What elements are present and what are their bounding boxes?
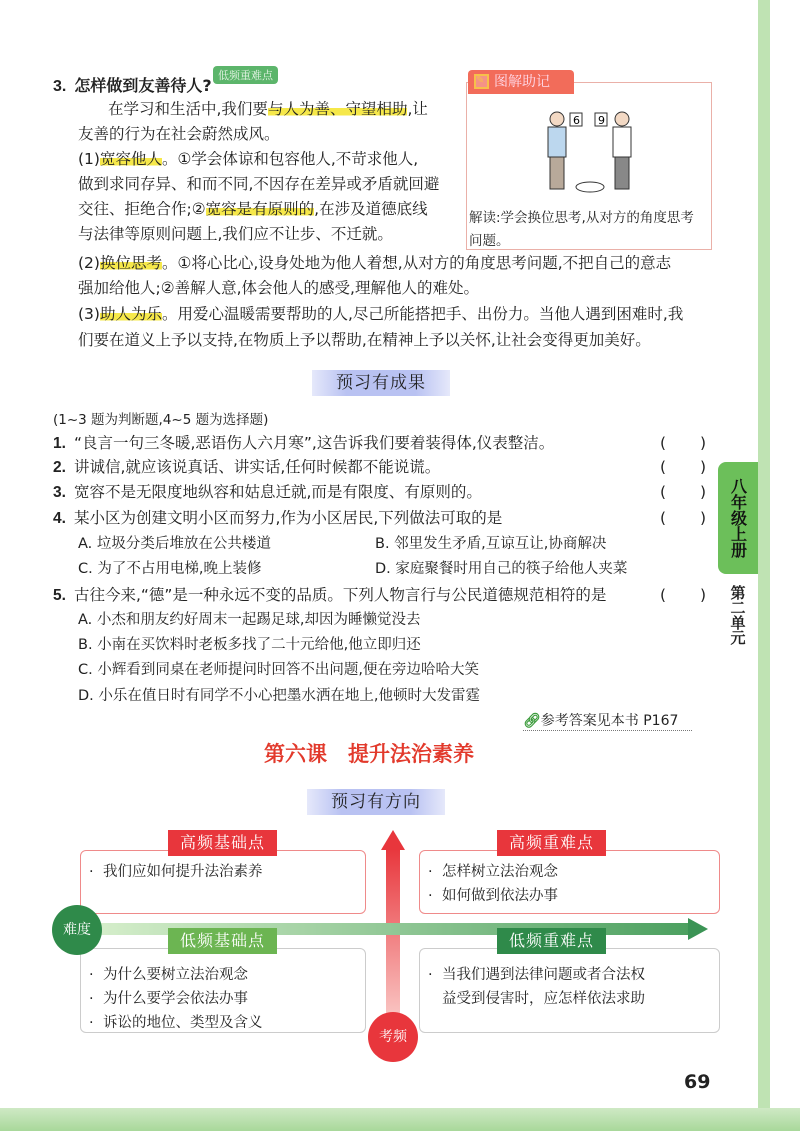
para-2: (2)换位思考。①将心比心,设身处地为他人着想,从对方的角度思考问题,不把自己的意志 [78, 254, 672, 272]
difficulty-axis-label: 难度 [52, 905, 102, 955]
side-tab-grade[interactable]: 八年级上册 [718, 462, 758, 574]
quadrant-item: · 如何做到依法办事 [428, 884, 719, 908]
q4-option[interactable]: A. 垃圾分类后堆放在公共楼道 [78, 536, 271, 552]
label-low-basic: 低频基础点 [168, 928, 277, 954]
question-1: 1. “良言一句三冬暖,恶语伤人六月寒”,这告诉我们要着装得体,仪表整洁。 [53, 434, 555, 452]
question-5: 5. 古往今来,“德”是一种永远不变的品质。下列人物言行与公民道德规范相符的是 [53, 586, 607, 604]
q4-option[interactable]: B. 邻里发生矛盾,互谅互让,协商解决 [375, 536, 607, 552]
label-low-hard: 低频重难点 [497, 928, 606, 954]
para-3: (3)助人为乐。用爱心温暖需要帮助的人,尽己所能搭把手、出份力。当他人遇到困难时,我 [78, 305, 684, 323]
vertical-axis-arrow [386, 848, 400, 1033]
section-title: 3. 怎样做到友善待人? [53, 76, 212, 95]
answer-blank-3[interactable]: ( ) [660, 483, 706, 501]
side-tab-unit: 第二单元 [728, 585, 747, 645]
bullet: · [89, 967, 94, 983]
vertical-arrowhead [381, 830, 405, 850]
pencil-icon: ✎ [474, 74, 489, 89]
two-people-illustration [530, 105, 650, 195]
para-intro-cont: 友善的行为在社会蔚然成风。 [78, 125, 280, 143]
q5-option[interactable]: C. 小辉看到同桌在老师提问时回答不出问题,便在旁边哈哈大笑 [78, 662, 479, 678]
bubble-right: 9 [598, 114, 605, 127]
answer-reference-link[interactable]: 🔗︎参考答案见本书 P167 [523, 710, 692, 731]
para-1: (1)宽容他人。①学会体谅和包容他人,不苛求他人, [78, 150, 419, 168]
quadrant-low-hard [419, 948, 720, 1033]
answer-blank-4[interactable]: ( ) [660, 509, 706, 527]
quadrant-item: 益受到侵害时，应怎样依法求助 [442, 991, 645, 1007]
quadrant-low-basic [80, 948, 366, 1033]
question-4: 4. 某小区为创建文明小区而努力,作为小区居民,下列做法可取的是 [53, 509, 503, 527]
answer-blank-2[interactable]: ( ) [660, 458, 706, 476]
page-edge-right [758, 0, 770, 1131]
memo-caption: 解读:学会换位思考,从对方的角度思考 [469, 210, 694, 226]
bubble-left: 6 [573, 114, 580, 127]
para-2-cont: 强加给他人;②善解人意,体会他人的感受,理解他人的难处。 [78, 279, 479, 297]
label-high-hard: 高频重难点 [497, 830, 606, 856]
practice-note: (1~3 题为判断题,4~5 题为选择题) [53, 412, 269, 428]
label-high-basic: 高频基础点 [168, 830, 277, 856]
quadrant-item: · 为什么要树立法治观念 [89, 963, 365, 987]
quadrant-item: · 当我们遇到法律问题或者合法权 [428, 963, 719, 987]
bullet: · [89, 864, 94, 880]
horizontal-arrowhead [688, 918, 708, 940]
link-icon: 🔗︎ [523, 713, 541, 729]
para-1-cont: 做到求同存异、和而不同,不因存在差异或矛盾就回避 [78, 175, 440, 193]
question-2: 2. 讲诚信,就应该说真话、讲实话,任何时候都不能说谎。 [53, 458, 441, 476]
bullet: · [89, 991, 94, 1007]
quadrant-item: · 为什么要学会依法办事 [89, 987, 365, 1011]
lesson-title: 第六课 提升法治素养 [264, 742, 474, 766]
bullet: · [428, 967, 433, 983]
memo-header: ✎ 图解助记 [468, 70, 574, 94]
q5-option[interactable]: A. 小杰和朋友约好周末一起踢足球,却因为睡懒觉没去 [78, 612, 421, 628]
answer-blank-1[interactable]: ( ) [660, 434, 706, 452]
quadrant-item: · 怎样树立法治观念 [428, 860, 719, 884]
quadrant-high-hard [419, 850, 720, 914]
bullet: · [428, 888, 433, 904]
quadrant-high-basic [80, 850, 366, 914]
para-1-cont2: 交往、拒绝合作;②宽容是有原则的,在涉及道德底线 [78, 200, 428, 218]
answer-blank-5[interactable]: ( ) [660, 586, 706, 604]
bullet: · [428, 864, 433, 880]
q4-option[interactable]: C. 为了不占用电梯,晚上装修 [78, 561, 262, 577]
q5-option[interactable]: D. 小乐在值日时有同学不小心把墨水洒在地上,他顿时大发雷霆 [78, 688, 480, 704]
q4-option[interactable]: D. 家庭聚餐时用自己的筷子给他人夹菜 [375, 561, 628, 577]
para-3-cont: 们要在道义上予以支持,在物质上予以帮助,在精神上予以关怀,让社会变得更加美好。 [78, 331, 651, 349]
practice-banner: 预习有成果 [312, 370, 450, 396]
page-number: 69 [684, 1071, 711, 1093]
page-edge-bottom [0, 1108, 800, 1131]
difficulty-badge: 低频重难点 [213, 66, 278, 84]
direction-banner: 预习有方向 [307, 789, 445, 815]
para-intro: 在学习和生活中,我们要与人为善、守望相助,让 [108, 100, 428, 118]
q5-option[interactable]: B. 小南在买饮料时老板多找了二十元给他,他立即归还 [78, 637, 421, 653]
question-3: 3. 宽容不是无限度地纵容和姑息迁就,而是有限度、有原则的。 [53, 483, 482, 501]
quadrant-item: · 诉讼的地位、类型及含义 [89, 1011, 365, 1035]
quadrant-item: · 我们应如何提升法治素养 [89, 860, 365, 884]
frequency-axis-label: 考频 [368, 1012, 418, 1062]
bullet: · [89, 1015, 94, 1031]
para-1-cont3: 与法律等原则问题上,我们应不让步、不迁就。 [78, 225, 393, 243]
memo-caption-cont: 问题。 [469, 233, 510, 249]
